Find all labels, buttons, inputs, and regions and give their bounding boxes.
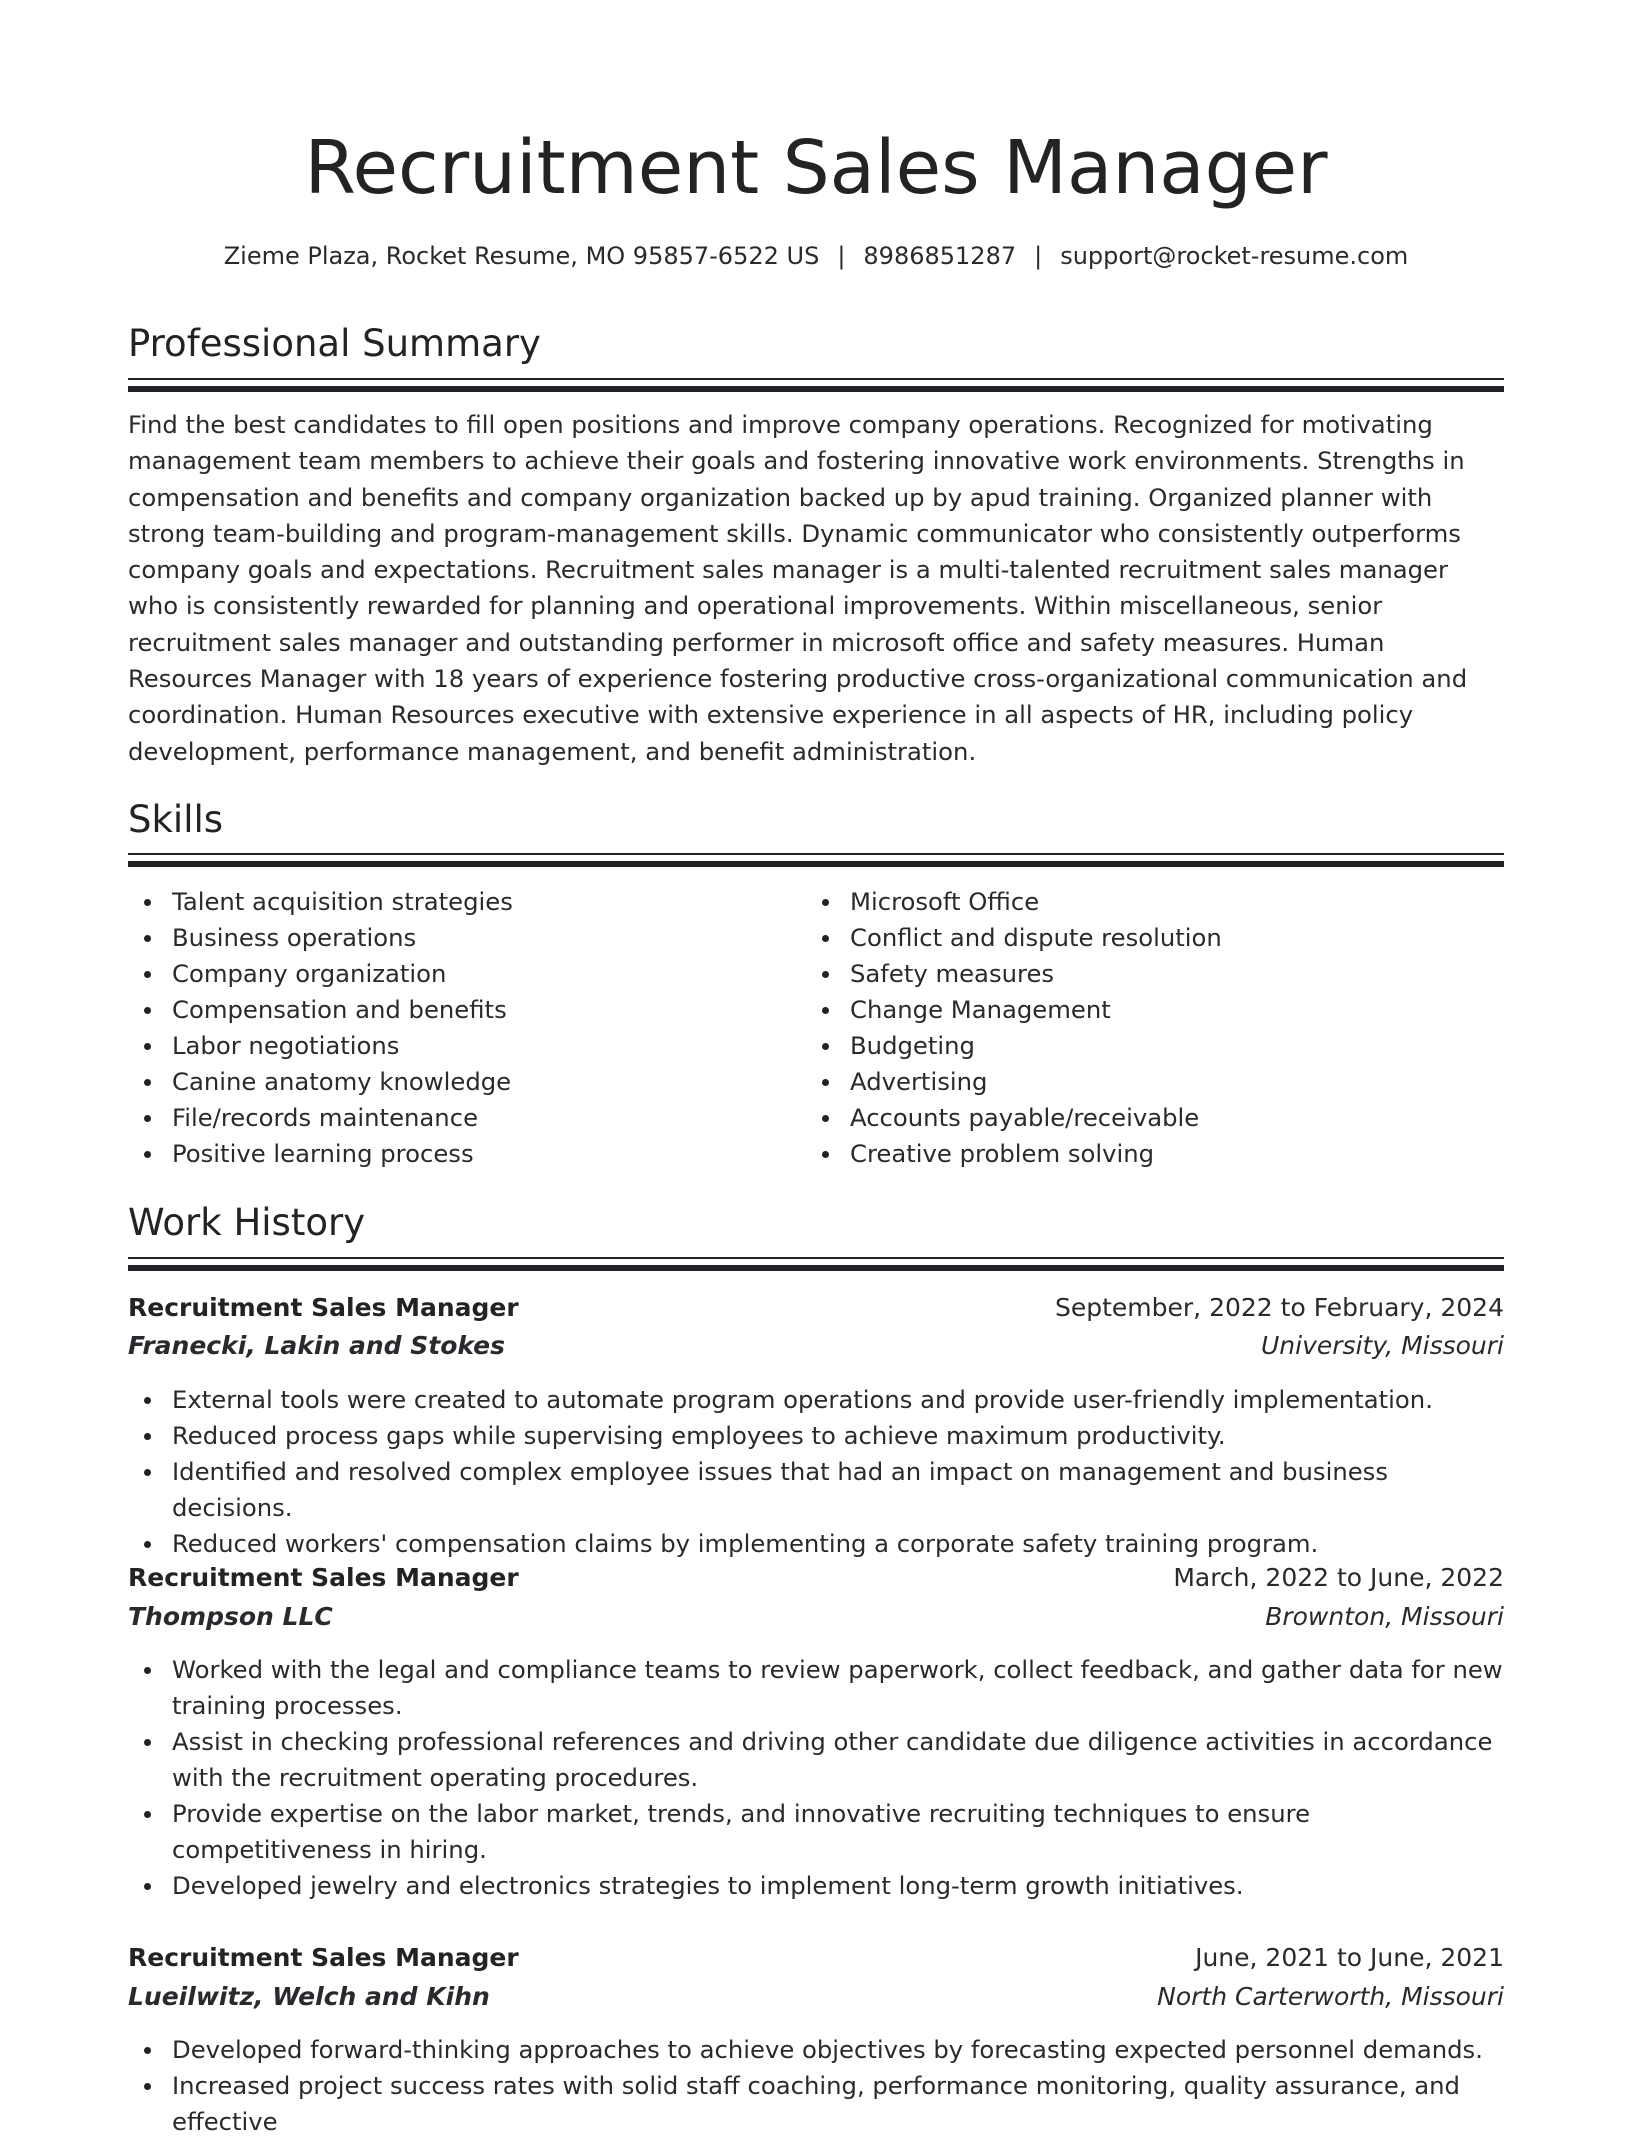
skills-list-right [806, 884, 1504, 1172]
job-bullet: Identified and resolved complex employee issues that had an impact on management and business decisions. [128, 1454, 1504, 1526]
job-dates: March, 2022 to June, 2022 [1173, 1563, 1504, 1592]
job-bullets [128, 2032, 1504, 2140]
section-divider [128, 378, 1504, 392]
job-dates: September, 2022 to February, 2024 [1055, 1293, 1504, 1322]
job-company: Franecki, Lakin and Stokes [128, 1331, 505, 1360]
skill-item: Accounts payable/receivable [806, 1100, 1504, 1136]
contact-phone: 8986851287 [863, 242, 1017, 270]
job-company: Thompson LLC [128, 1602, 333, 1631]
job-location: University, Missouri [1261, 1331, 1504, 1360]
job-bullets [128, 1382, 1504, 1562]
skill-item: Conflict and dispute resolution [806, 920, 1504, 956]
summary-text: Find the best candidates to fill open positions and improve company operations. Recognized for motivating management team members to achieve their goals and fostering innovative work environments. Strengths in compensation and benefits and company organization backed up by apud training. Organized planner with strong team-building and program-management skills. Dynamic communicator who consistently outperforms company goals and expectations. Recruitment sales manager is a multi-talented recruitment sales manager who is consistently rewarded for planning and operational improvements. Within miscellaneous, senior recruitment sales manager and outstanding performer in microsoft office and safety measures. Human Resources Manager with 18 years of experience fostering productive cross-organizational communication and coordination. Human Resources executive with extensive experience in all aspects of HR, including policy development, performance management, and benefit administration. [128, 410, 1468, 766]
job-bullets [128, 1652, 1504, 1904]
job-bullet: Reduced process gaps while supervising employees to achieve maximum productivity. [128, 1418, 1504, 1454]
job-bullet: Increased project success rates with solid staff coaching, performance monitoring, quality assurance, and effective [128, 2068, 1504, 2140]
job-bullet: Assist in checking professional references and driving other candidate due diligence activities in accordance with the recruitment operating procedures. [128, 1724, 1504, 1796]
job-dates: June, 2021 to June, 2021 [1195, 1943, 1504, 1972]
section-divider [128, 1257, 1504, 1271]
skill-item: Canine anatomy knowledge [128, 1064, 788, 1100]
skill-item: Talent acquisition strategies [128, 884, 788, 920]
contact-address: Zieme Plaza, Rocket Resume, MO 95857-6522 US [223, 242, 820, 270]
job-title: Recruitment Sales Manager [128, 1563, 519, 1592]
job-title: Recruitment Sales Manager [128, 1293, 519, 1322]
contact-separator: | [837, 242, 846, 270]
skill-item: Budgeting [806, 1028, 1504, 1064]
contact-separator: | [1034, 242, 1043, 270]
job-title: Recruitment Sales Manager [128, 1943, 519, 1972]
job-bullet: Reduced workers' compensation claims by implementing a corporate safety training program. [128, 1526, 1504, 1562]
job-bullet: Developed forward-thinking approaches to achieve objectives by forecasting expected personnel demands. [128, 2032, 1504, 2068]
contact-line [128, 236, 1504, 276]
skill-item: Company organization [128, 956, 788, 992]
job-bullet: Worked with the legal and compliance teams to review paperwork, collect feedback, and gather data for new training processes. [128, 1652, 1504, 1724]
skill-item: File/records maintenance [128, 1100, 788, 1136]
skills-list-left [128, 884, 788, 1172]
contact-email: support@rocket-resume.com [1060, 242, 1409, 270]
skill-item: Creative problem solving [806, 1136, 1504, 1172]
skill-item: Safety measures [806, 956, 1504, 992]
job-bullet: External tools were created to automate program operations and provide user-friendly implementation. [128, 1382, 1504, 1418]
job-bullet: Developed jewelry and electronics strategies to implement long-term growth initiatives. [128, 1868, 1504, 1904]
section-divider [128, 853, 1504, 867]
job-location: Brownton, Missouri [1265, 1602, 1504, 1631]
job-company: Lueilwitz, Welch and Kihn [128, 1982, 490, 2011]
skill-item: Advertising [806, 1064, 1504, 1100]
skill-item: Change Management [806, 992, 1504, 1028]
work-history-heading: Work History [128, 1201, 366, 1244]
skill-item: Positive learning process [128, 1136, 788, 1172]
skills-heading: Skills [128, 798, 224, 841]
skill-item: Compensation and benefits [128, 992, 788, 1028]
job-bullet: Provide expertise on the labor market, trends, and innovative recruiting techniques to ensure competitiveness in hiring. [128, 1796, 1504, 1868]
skill-item: Microsoft Office [806, 884, 1504, 920]
summary-heading: Professional Summary [128, 322, 541, 365]
skill-item: Business operations [128, 920, 788, 956]
resume-name: Recruitment Sales Manager [304, 125, 1328, 211]
skill-item: Labor negotiations [128, 1028, 788, 1064]
job-location: North Carterworth, Missouri [1157, 1982, 1504, 2011]
